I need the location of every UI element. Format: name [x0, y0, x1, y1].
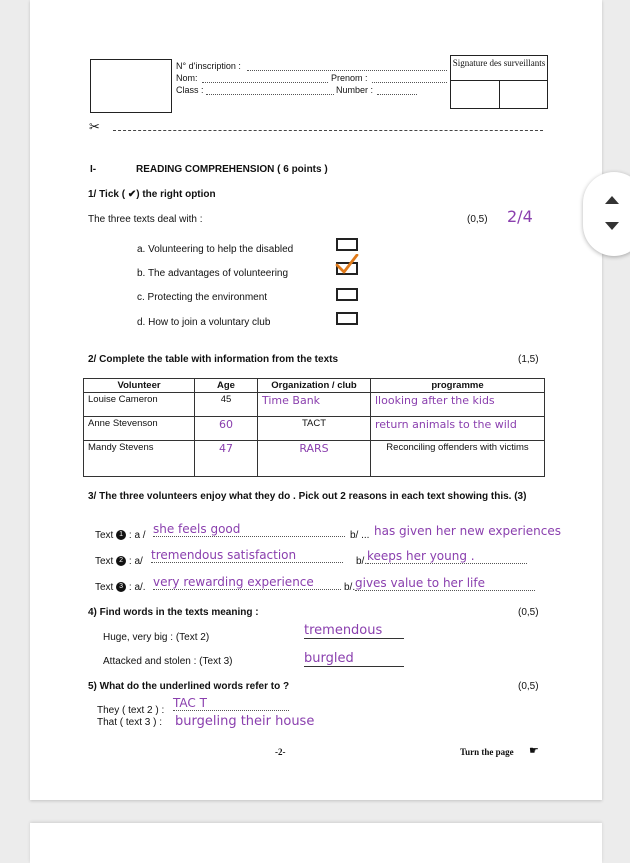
q1-points: (0,5)	[467, 214, 488, 225]
prenom-label: Prenom :	[331, 73, 368, 83]
number-label: Number :	[336, 85, 374, 95]
b-prefix: b/.	[356, 556, 368, 567]
number-one-icon: 1	[116, 530, 126, 540]
scroll-down-icon[interactable]	[605, 222, 619, 230]
table-row	[84, 441, 545, 477]
table-row	[84, 417, 545, 441]
signature-box	[450, 55, 548, 109]
page-number: -2-	[275, 747, 286, 757]
q4-points: (0,5)	[518, 607, 539, 618]
table-header: Organization / club	[258, 379, 371, 393]
class-line	[206, 94, 334, 95]
inscription-label: N° d'inscription :	[176, 61, 241, 71]
nom-label: Nom:	[176, 73, 198, 83]
photo-box	[90, 59, 172, 113]
number-two-icon: 2	[116, 556, 126, 566]
table-row	[84, 393, 545, 417]
table-cell: Anne Stevenson	[84, 417, 195, 441]
table-cell: Time Bank	[258, 393, 371, 417]
text2-answer-a: tremendous satisfaction	[151, 548, 343, 563]
checkbox-a[interactable]	[336, 238, 358, 251]
table-cell: llooking after the kids	[371, 393, 545, 417]
table-cell: Louise Cameron	[84, 393, 195, 417]
q1-option-b: b. The advantages of volunteering	[137, 268, 289, 279]
checkbox-b[interactable]	[336, 262, 358, 275]
q1-title: 1/ Tick ( ✔) the right option	[88, 189, 216, 200]
scissors-icon: ✂	[89, 119, 100, 134]
q1-stem: The three texts deal with :	[88, 214, 203, 225]
q4-item2: Attacked and stolen : (Text 3)	[103, 656, 233, 667]
number-three-icon: 3	[116, 582, 126, 592]
q5-title: 5) What do the underlined words refer to ?	[88, 681, 290, 692]
text1-answer-a: she feels good	[153, 522, 345, 537]
checkbox-c[interactable]	[336, 288, 358, 301]
q5-points: (0,5)	[518, 681, 539, 692]
q3-title: 3/ The three volunteers enjoy what they do . Pick out 2 reasons in each text showing this. (3)	[88, 491, 527, 502]
prenom-line	[372, 82, 447, 83]
a-prefix: : a /	[128, 530, 146, 541]
text3-answer-b: gives value to her life	[355, 576, 535, 591]
q3-text3-row	[95, 582, 146, 593]
section-heading: READING COMPREHENSION ( 6 points )	[136, 164, 328, 175]
table-cell: 47	[195, 441, 258, 477]
q1-option-d: d. How to join a voluntary club	[137, 317, 271, 328]
volunteer-table	[83, 378, 545, 477]
q5-item2: That ( text 3 ) :	[97, 717, 163, 728]
q3-text2-row	[95, 556, 143, 567]
text-label: Text	[95, 530, 114, 541]
q1-option-c: c. Protecting the environment	[137, 292, 268, 303]
text-label: Text	[95, 582, 114, 593]
scroll-up-icon[interactable]	[605, 196, 619, 204]
checkbox-d[interactable]	[336, 312, 358, 325]
q5-answer2: burgeling their house	[175, 714, 315, 729]
cut-line	[113, 130, 543, 131]
page-scroll-control[interactable]	[583, 172, 630, 256]
class-label: Class :	[176, 85, 204, 95]
next-page-edge	[30, 823, 602, 863]
signature-divider	[499, 81, 500, 108]
table-cell: RARS	[258, 441, 371, 477]
text2-answer-b: keeps her young .	[367, 549, 527, 564]
q5-item1: They ( text 2 ) :	[97, 705, 165, 716]
table-header: programme	[371, 379, 545, 393]
table-cell: Mandy Stevens	[84, 441, 195, 477]
q4-answer2: burgled	[304, 651, 404, 667]
signature-label: Signature des surveillants	[451, 56, 547, 81]
table-cell: TACT	[258, 417, 371, 441]
b-prefix: b/ ...	[350, 530, 370, 541]
table-cell: 45	[195, 393, 258, 417]
text-label: Text	[95, 556, 114, 567]
q2-title: 2/ Complete the table with information from the texts	[88, 354, 339, 365]
a-prefix: : a/.	[128, 582, 146, 593]
q4-title: 4) Find words in the texts meaning :	[88, 607, 259, 618]
number-line	[377, 94, 417, 95]
q4-answer1: tremendous	[304, 623, 404, 639]
q5-answer1: TAC T	[173, 696, 289, 711]
table-cell: return animals to the wild	[371, 417, 545, 441]
q4-item1: Huge, very big : (Text 2)	[103, 632, 210, 643]
text3-answer-a: very rewarding experience	[153, 575, 341, 590]
turn-page-label: Turn the page	[460, 747, 514, 757]
check-mark-icon	[334, 254, 360, 276]
table-header: Age	[195, 379, 258, 393]
a-prefix: : a/	[128, 556, 143, 567]
q3-text1-row	[95, 530, 146, 541]
table-cell: Reconciling offenders with victims	[371, 441, 545, 477]
q1-option-a: a. Volunteering to help the disabled	[137, 244, 294, 255]
section-number: I-	[90, 164, 97, 175]
b-prefix: b/.	[344, 582, 356, 593]
nom-line	[202, 82, 328, 83]
q2-points: (1,5)	[518, 354, 539, 365]
pointing-hand-icon: ☛	[529, 745, 539, 757]
table-header: Volunteer	[84, 379, 195, 393]
table-cell: 60	[195, 417, 258, 441]
q1-score: 2/4	[507, 207, 533, 226]
inscription-line	[247, 70, 447, 71]
text1-answer-b: has given her new experiences	[374, 524, 561, 538]
